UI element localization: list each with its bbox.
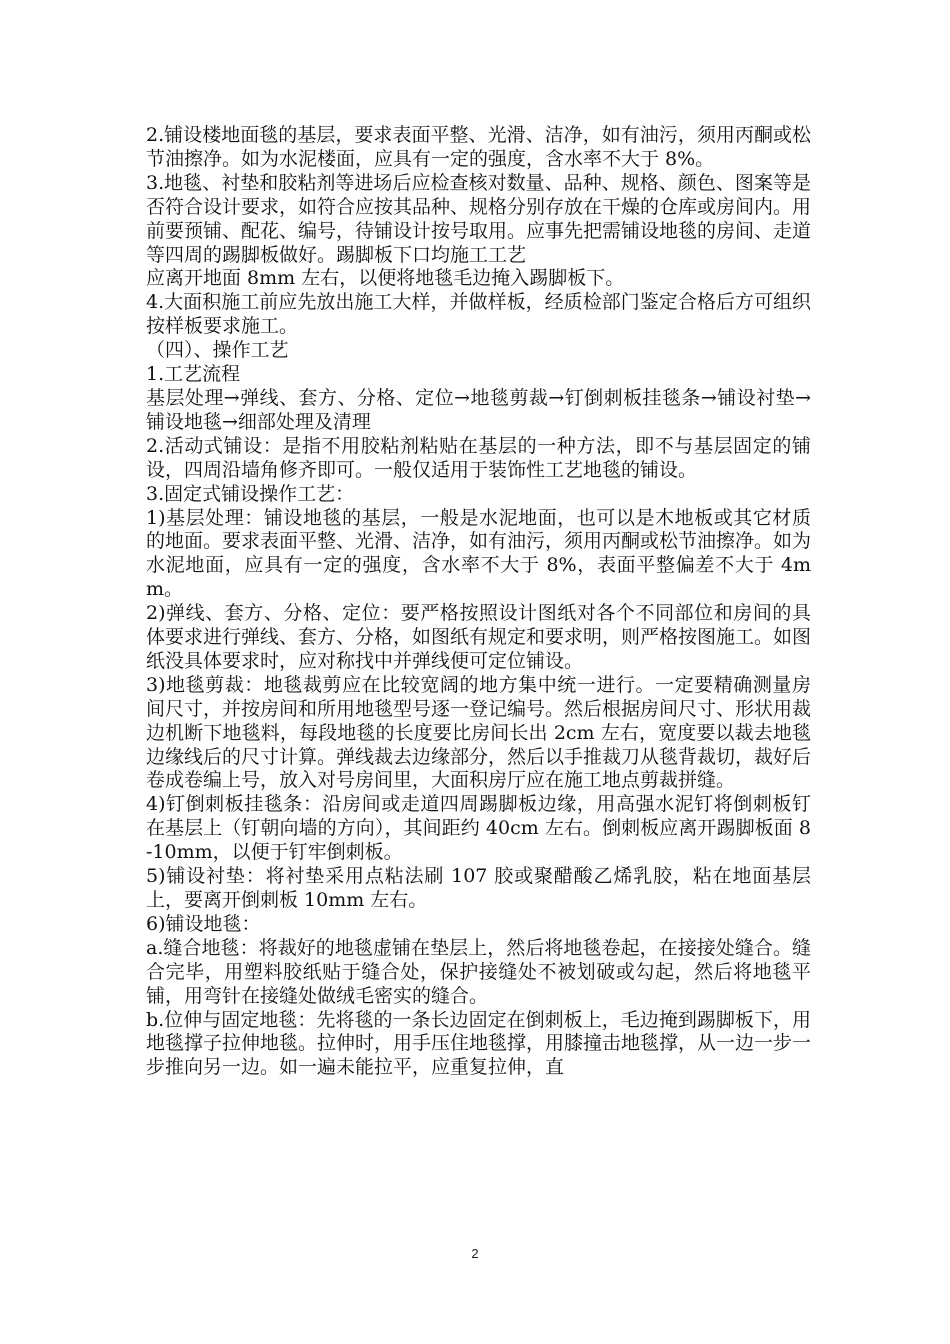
document-body xyxy=(146,124,811,1080)
paragraph-process-flow-steps: 基层处理→弹线、套方、分格、定位→地毯剪裁→钉倒刺板挂毯条→铺设衬垫→铺设地毯→细部处理及清理 xyxy=(146,386,811,433)
paragraph-seam-sewing: a.缝合地毯：将裁好的地毯虚铺在垫层上，然后将地毯卷起，在接接处缝合。缝合完毕，用塑料胶纸贴于缝合处，保护接缝处不被划破或勾起，然后将地毯平铺，用弯针在接缝处做绒毛密实的缝合。 xyxy=(146,936,811,1007)
subheading-fixed-laying: 3.固定式铺设操作工艺： xyxy=(146,482,355,505)
page-number: 2 xyxy=(471,1246,479,1261)
paragraph-loose-laying: 2.活动式铺设：是指不用胶粘剂粘贴在基层的一种方法，即不与基层固定的铺设，四周沿墙角修齐即可。一般仅适用于装饰性工艺地毯的铺设。 xyxy=(146,434,811,481)
subheading-process-flow: 1.工艺流程 xyxy=(146,363,241,386)
paragraph-underlay: 5)铺设衬垫：将衬垫采用点粘法刷 107 胶或聚醋酸乙烯乳胶，粘在地面基层上，要离开倒刺板 10mm 左右。 xyxy=(146,865,811,911)
paragraph-stretch-fix: b.位伸与固定地毯：先将毯的一条长边固定在倒刺板上，毛边掩到踢脚板下，用地毯撑子拉伸地毯。拉伸时，用手压住地毯撑，用膝撞击地毯撑，从一边一步一步推向另一边。如一遍未能拉平，应重复拉伸，直 xyxy=(146,1008,812,1079)
section-heading-operation-process: （四）、操作工艺 xyxy=(146,339,289,362)
paragraph-base-treatment: 1)基层处理：铺设地毯的基层，一般是水泥地面，也可以是木地板或其它材质的地面。要求表面平整、光滑、洁净，如有油污，须用丙酮或松节油擦净。如为水泥地面，应具有一定的强度，含水率不大于 8%，表面平整偏差不大于 4mm。 xyxy=(146,506,812,601)
paragraph-sample-board: 4.大面积施工前应先放出施工大样，并做样板，经质检部门鉴定合格后方可组织按样板要求施工。 xyxy=(146,291,811,338)
subheading-laying-carpet: 6)铺设地毯： xyxy=(146,912,261,935)
paragraph-skirting-clearance: 应离开地面 8mm 左右，以便将地毯毛边掩入踢脚板下。 xyxy=(146,267,625,290)
paragraph-line-marking: 2)弹线、套方、分格、定位：要严格按照设计图纸对各个不同部位和房间的具体要求进行弹线、套方、分格，如图纸有规定和要求明，则严格按图施工。如图纸没具体要求时，应对称找中并弹线便可定位铺设。 xyxy=(146,602,812,672)
paragraph-carpet-cutting: 3)地毯剪裁：地毯裁剪应在比较宽阔的地方集中统一进行。一定要精确测量房间尺寸，并按房间和所用地毯型号逐一登记编号。然后根据房间尺寸、形状用裁边机断下地毯料，每段地毯的长度要比房间长出 2cm 左右，宽度要以裁去地毯边缘线后的尺寸计算。弹线裁去边缘部分，然后以手推裁刀从毯背裁切，裁好后卷成卷编上号，放入对号房间里，大面积房厅应在施工地点剪裁拼缝。 xyxy=(146,673,812,792)
paragraph-gripper-strip: 4)钉倒刺板挂毯条：沿房间或走道四周踢脚板边缘，用高强水泥钉将倒刺板钉在基层上（钉朝向墙的方向），其间距约 40cm 左右。倒刺板应离开踢脚板面 8-10mm，以便于钉牢倒刺板。 xyxy=(146,793,811,864)
paragraph-base-requirements: 2.铺设楼地面毯的基层，要求表面平整、光滑、洁净，如有油污，须用丙酮或松节油擦净。如为水泥楼面，应具有一定的强度，含水率不大于 8%。 xyxy=(146,124,811,170)
paragraph-material-inspection: 3.地毯、衬垫和胶粘剂等进场后应检查核对数量、品种、规格、颜色、图案等是否符合设计要求，如符合应按其品种、规格分别存放在干燥的仓库或房间内。用前要预铺、配花、编号，待铺设计按号取用。应事先把需铺设地毯的房间、走道等四周的踢脚板做好。踢脚板下口均施工工艺 xyxy=(146,171,812,266)
